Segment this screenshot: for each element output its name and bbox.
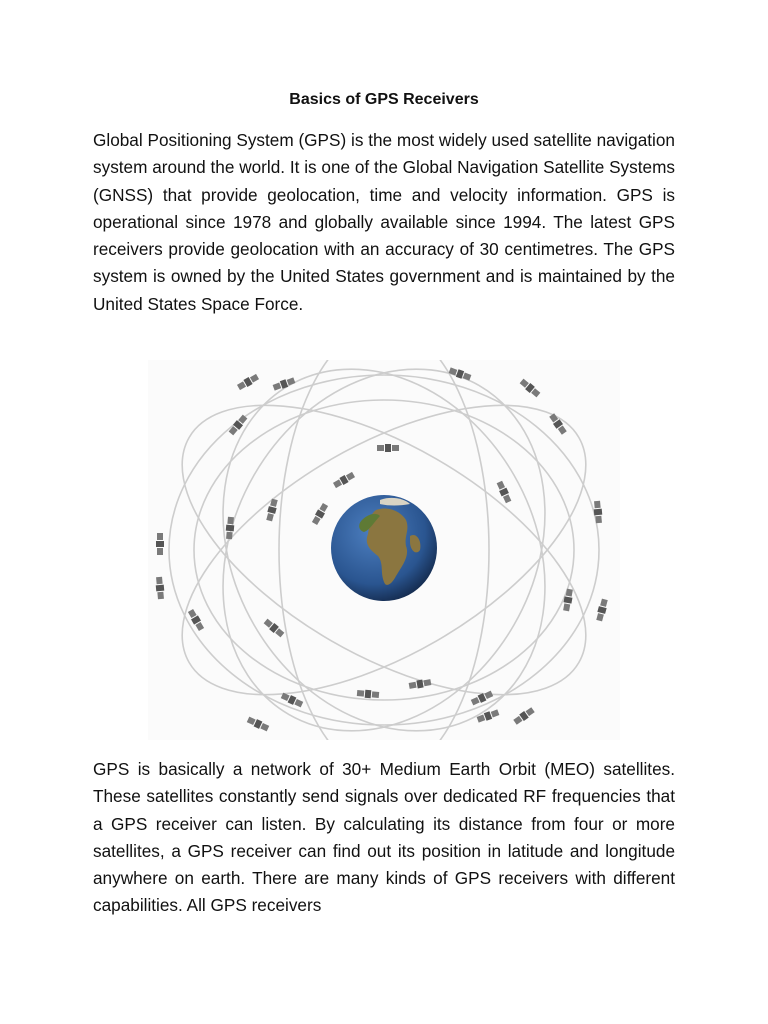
body-paragraph-1: Global Positioning System (GPS) is the most widely used satellite navigation system around the world. It is one of the Global Navigation Satellite Systems (GNSS) that provide geolocation, time and velocity information. GPS is operational since 1978 and globally available since 1994. The latest GPS receivers provide geolocation with an accuracy of 30 centimetres. The GPS system is owned by the United States government and is maintained by the United States Space Force. <box>93 130 675 314</box>
gps-constellation-figure <box>148 360 620 740</box>
earth-globe <box>331 495 437 601</box>
gps-constellation-icon <box>148 360 620 740</box>
document-title: Basics of GPS Receivers <box>289 91 479 108</box>
body-paragraph-2: GPS is basically a network of 30+ Medium Earth Orbit (MEO) satellites. These satellites constantly send signals over dedicated RF frequencies that a GPS receiver can listen. By calculating its distance from four or more satellites, a GPS receiver can find out its position in latitude and longitude anywhere on earth. There are many kinds of GPS receivers with different capabilities. All GPS receivers <box>93 759 675 916</box>
